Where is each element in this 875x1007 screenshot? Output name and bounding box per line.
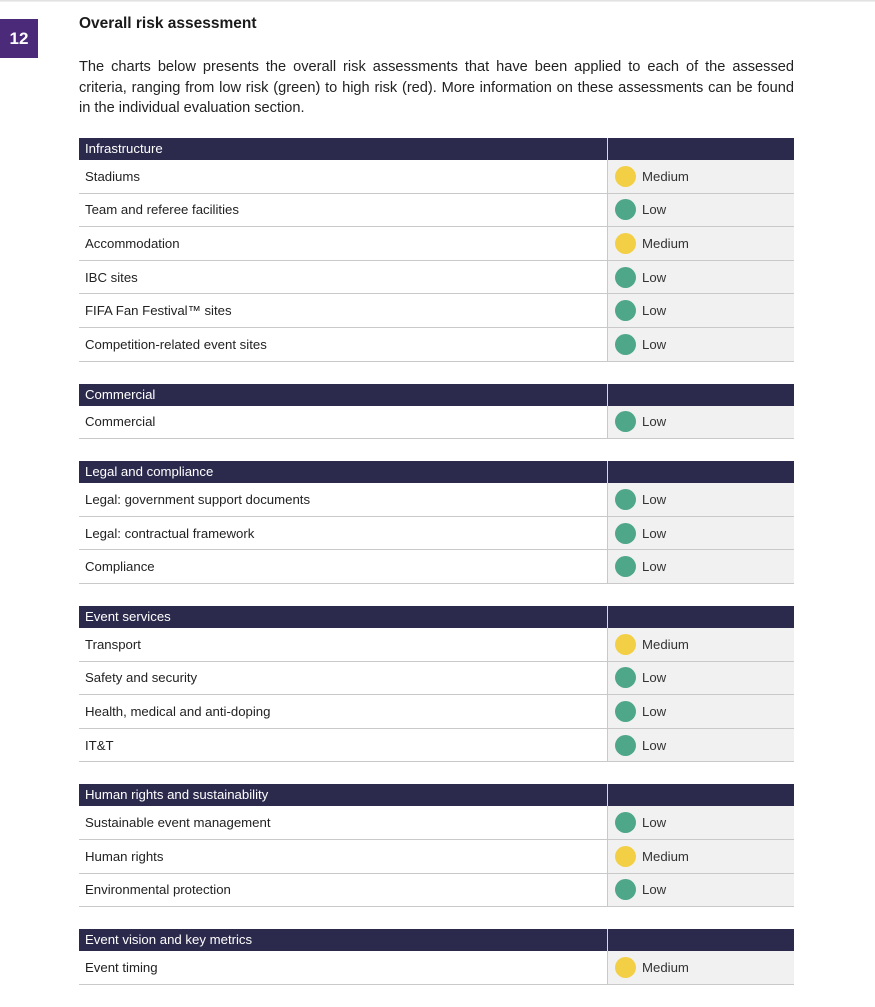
- risk-level-text: Medium: [642, 959, 689, 975]
- risk-level-text: Low: [642, 559, 667, 575]
- table-row: [79, 227, 794, 261]
- risk-level-text: Medium: [642, 848, 689, 864]
- risk-level-text: Low: [642, 737, 667, 753]
- table-row: [79, 550, 794, 584]
- risk-level-text: Low: [642, 303, 667, 319]
- table-row: [79, 328, 794, 362]
- risk-section: [79, 784, 794, 907]
- risk-section: [79, 138, 794, 362]
- risk-level-text: Low: [642, 670, 667, 686]
- section-header-risk-cell: [608, 606, 794, 628]
- risk-level-text: Low: [642, 269, 667, 285]
- risk-cell: [608, 806, 794, 839]
- risk-cell: [608, 729, 794, 762]
- table-row: [79, 517, 794, 551]
- risk-cell: [608, 294, 794, 327]
- criterion-label: Health, medical and anti-doping: [79, 695, 608, 728]
- risk-level-text: Low: [642, 202, 667, 218]
- criterion-label: Commercial: [79, 406, 608, 439]
- risk-level-text: Low: [642, 882, 667, 898]
- table-row: [79, 729, 794, 763]
- criterion-label: Safety and security: [79, 662, 608, 695]
- table-row: [79, 406, 794, 440]
- risk-level-dot-icon: [615, 667, 636, 688]
- page-number-badge: 12: [0, 19, 38, 58]
- section-title: Event vision and key metrics: [79, 929, 608, 951]
- risk-section: [79, 384, 794, 440]
- risk-section: [79, 461, 794, 584]
- criterion-label: Environmental protection: [79, 874, 608, 907]
- risk-level-dot-icon: [615, 735, 636, 756]
- risk-cell: [608, 951, 794, 984]
- criterion-label: Legal: government support documents: [79, 483, 608, 516]
- section-title: Human rights and sustainability: [79, 784, 608, 806]
- risk-level-dot-icon: [615, 634, 636, 655]
- risk-level-dot-icon: [615, 411, 636, 432]
- page-title: Overall risk assessment: [79, 15, 257, 32]
- risk-cell: [608, 840, 794, 873]
- risk-level-dot-icon: [615, 233, 636, 254]
- risk-cell: [608, 517, 794, 550]
- criterion-label: IBC sites: [79, 261, 608, 294]
- criterion-label: Event timing: [79, 951, 608, 984]
- criterion-label: Stadiums: [79, 160, 608, 193]
- section-header-risk-cell: [608, 384, 794, 406]
- section-header: [79, 461, 794, 483]
- risk-level-dot-icon: [615, 846, 636, 867]
- table-row: [79, 261, 794, 295]
- criterion-label: Accommodation: [79, 227, 608, 260]
- risk-level-dot-icon: [615, 300, 636, 321]
- criterion-label: IT&T: [79, 729, 608, 762]
- table-row: [79, 806, 794, 840]
- section-title: Infrastructure: [79, 138, 608, 160]
- table-row: [79, 695, 794, 729]
- section-title: Event services: [79, 606, 608, 628]
- criterion-label: Human rights: [79, 840, 608, 873]
- section-header-risk-cell: [608, 784, 794, 806]
- risk-section: [79, 606, 794, 762]
- criterion-label: Sustainable event management: [79, 806, 608, 839]
- section-header-risk-cell: [608, 138, 794, 160]
- criterion-label: Transport: [79, 628, 608, 661]
- risk-cell: [608, 261, 794, 294]
- section-header: [79, 606, 794, 628]
- table-row: [79, 840, 794, 874]
- section-header-risk-cell: [608, 929, 794, 951]
- risk-level-dot-icon: [615, 701, 636, 722]
- risk-cell: [608, 695, 794, 728]
- section-header: [79, 138, 794, 160]
- section-title: Commercial: [79, 384, 608, 406]
- risk-level-dot-icon: [615, 523, 636, 544]
- page-top-edge: [0, 0, 875, 2]
- table-row: [79, 160, 794, 194]
- risk-tables: [79, 138, 794, 1007]
- risk-level-text: Low: [642, 703, 667, 719]
- table-row: [79, 194, 794, 228]
- risk-level-dot-icon: [615, 957, 636, 978]
- table-row: [79, 951, 794, 985]
- risk-cell: [608, 406, 794, 439]
- risk-level-text: Low: [642, 815, 667, 831]
- criterion-label: Team and referee facilities: [79, 194, 608, 227]
- criterion-label: FIFA Fan Festival™ sites: [79, 294, 608, 327]
- risk-level-text: Medium: [642, 636, 689, 652]
- table-row: [79, 628, 794, 662]
- risk-cell: [608, 628, 794, 661]
- risk-level-dot-icon: [615, 199, 636, 220]
- risk-level-text: Low: [642, 525, 667, 541]
- table-row: [79, 483, 794, 517]
- risk-level-dot-icon: [615, 489, 636, 510]
- table-row: [79, 662, 794, 696]
- section-title: Legal and compliance: [79, 461, 608, 483]
- risk-cell: [608, 483, 794, 516]
- risk-cell: [608, 194, 794, 227]
- risk-level-dot-icon: [615, 556, 636, 577]
- risk-level-dot-icon: [615, 267, 636, 288]
- criterion-label: Compliance: [79, 550, 608, 583]
- section-header-risk-cell: [608, 461, 794, 483]
- risk-level-text: Low: [642, 491, 667, 507]
- risk-cell: [608, 550, 794, 583]
- risk-level-dot-icon: [615, 334, 636, 355]
- risk-level-text: Medium: [642, 235, 689, 251]
- section-header: [79, 929, 794, 951]
- criterion-label: Legal: contractual framework: [79, 517, 608, 550]
- risk-level-text: Low: [642, 414, 667, 430]
- table-row: [79, 294, 794, 328]
- table-row: [79, 874, 794, 908]
- risk-level-dot-icon: [615, 166, 636, 187]
- risk-cell: [608, 328, 794, 361]
- risk-cell: [608, 227, 794, 260]
- risk-level-text: Medium: [642, 168, 689, 184]
- risk-section: [79, 929, 794, 985]
- risk-level-dot-icon: [615, 812, 636, 833]
- section-header: [79, 384, 794, 406]
- risk-cell: [608, 874, 794, 907]
- section-header: [79, 784, 794, 806]
- criterion-label: Competition-related event sites: [79, 328, 608, 361]
- risk-cell: [608, 160, 794, 193]
- risk-level-text: Low: [642, 336, 667, 352]
- intro-paragraph: The charts below presents the overall risk assessments that have been applied to each of the assessed criteria, ranging from low risk (green) to high risk (red). More information on these assessments can be found in the individual evaluation section.: [79, 59, 794, 116]
- risk-cell: [608, 662, 794, 695]
- risk-level-dot-icon: [615, 879, 636, 900]
